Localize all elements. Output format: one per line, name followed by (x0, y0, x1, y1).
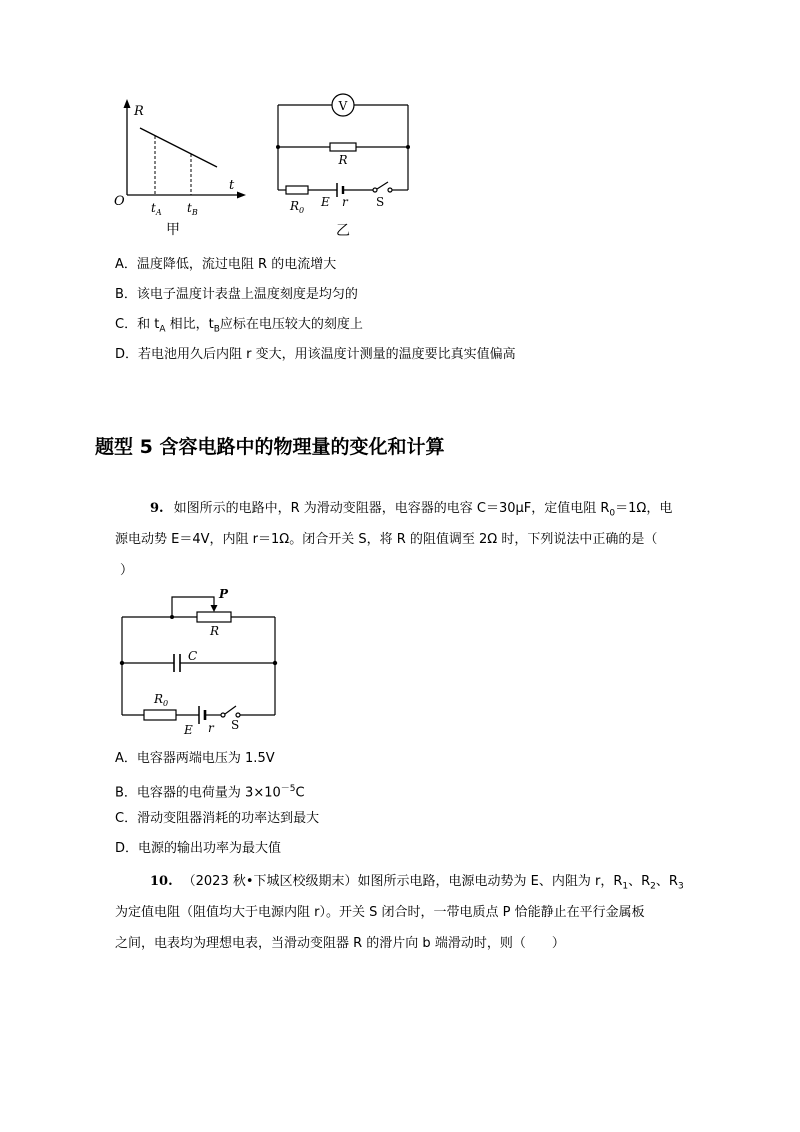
figure-r-t-graph (105, 95, 255, 240)
figure-caption-yi: 乙 (336, 223, 350, 239)
r0-label: $R_0$ (290, 199, 305, 215)
r0-label: $R_0$ (154, 692, 169, 708)
resistor-label: R (338, 153, 348, 167)
q10-line-2: 为定值电阻（阻值均大于电源内阻 r）。开关 S 闭合时，一带电质点 P 恰能静止在平行金属板 (115, 905, 645, 920)
capacitor-label: C (188, 649, 198, 663)
axis-label-t: t (229, 178, 235, 193)
q10-line-3: 之间，电表均为理想电表，当滑动变阻器 R 的滑片向 b 端滑动时，则（ ） (115, 936, 565, 951)
internal-resistance-label: r (208, 721, 214, 735)
switch-label: S (231, 718, 240, 732)
q9-option-d: D．电源的输出功率为最大值 (115, 841, 282, 856)
slider-label: P (219, 587, 229, 601)
voltmeter-icon: V (338, 99, 348, 113)
q9-option-a: A．电容器两端电压为 1.5V (115, 751, 275, 766)
q8-option-a: A．温度降低，流过电阻 R 的电流增大 (115, 257, 337, 272)
emf-label: E (321, 195, 330, 209)
q10-line-1: 10. （2023 秋•下城区校级期末）如图所示电路，电源电动势为 E、内阻为 r，$R_1$、$R_2$、$R_3$ (150, 874, 684, 892)
internal-resistance-label: r (342, 195, 348, 209)
q8-option-d: D．若电池用久后内阻 r 变大，用该温度计测量的温度要比真实值偏高 (115, 347, 516, 362)
q9-option-b: B．电容器的电荷量为 $3\times 10^{-5}C$ (115, 784, 305, 801)
q9-line-3: ） (120, 563, 134, 578)
q9-option-c: C．滑动变阻器消耗的功率达到最大 (115, 811, 320, 826)
figure-capacitor-circuit (110, 585, 290, 743)
emf-label: E (184, 723, 193, 737)
q9-line-2: 源电动势 E＝4V，内阻 r＝1Ω。闭合开关 S，将 R 的阻值调至 2Ω 时，下列说法中正确的是（ (115, 532, 658, 547)
q9-line-1: 9. 如图所示的电路中，R 为滑动变阻器，电容器的电容 C＝30μF，定值电阻 $R_0=1\Omega$，电 (150, 501, 673, 519)
tick-label-tb: $t_B$ (187, 201, 198, 217)
q8-option-c: C．和 $t_A$ 相比，$t_B$应标在电压较大的刻度上 (115, 317, 363, 335)
figure-caption-jia: 甲 (166, 222, 180, 238)
rheostat-label: R (210, 624, 220, 638)
origin-label: O (114, 194, 125, 209)
axis-label-r: R (134, 104, 144, 119)
q8-option-b: B．该电子温度计表盘上温度刻度是均匀的 (115, 287, 358, 302)
section-title: 题型 5 含容电路中的物理量的变化和计算 (95, 436, 445, 458)
switch-label: S (376, 195, 385, 209)
tick-label-ta: $t_A$ (151, 201, 162, 217)
figure-voltmeter-circuit (270, 92, 420, 242)
